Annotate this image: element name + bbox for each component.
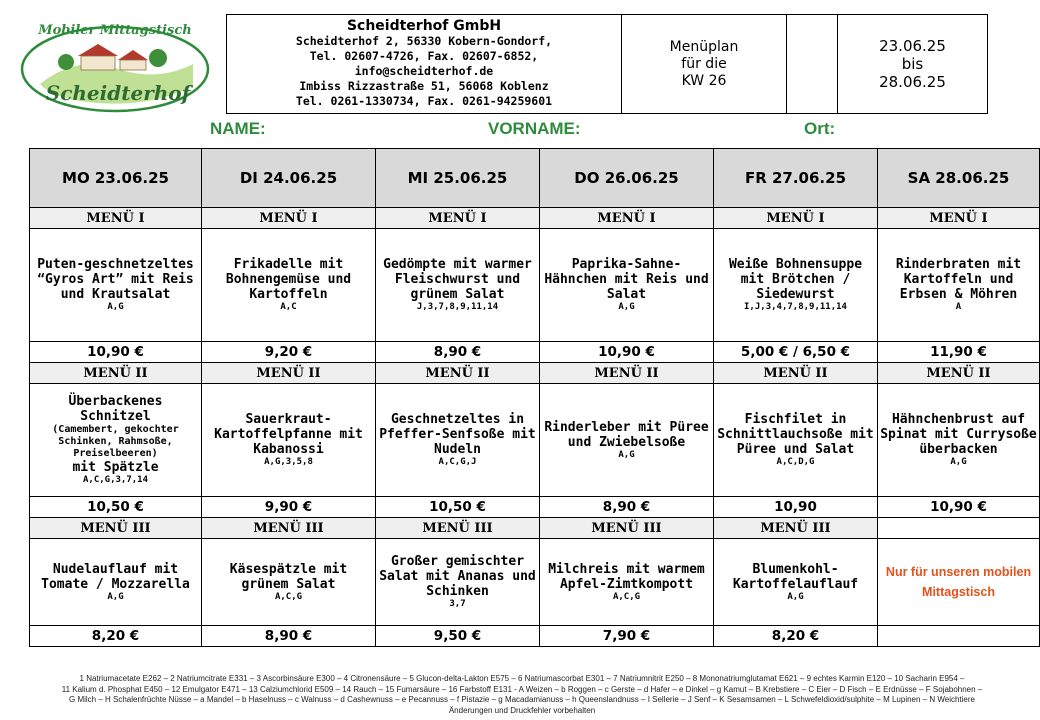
name-row: [0, 119, 1040, 145]
company-info: [227, 15, 622, 114]
menu-label: MENÜ I: [376, 208, 540, 229]
price: 10,50 €: [376, 497, 540, 518]
dish-name: Nudelauflauf mit Tomate / Mozzarella: [41, 561, 190, 592]
allergen-codes: A,G: [107, 302, 124, 312]
price: 10,90: [714, 497, 878, 518]
allergen-codes: A,G,3,5,8: [264, 457, 313, 467]
menu-label-empty: [878, 518, 1040, 539]
vorname-label: VORNAME:: [488, 119, 581, 138]
plan-line3: KW 26: [681, 72, 727, 89]
legend-line-3: G Milch – H Schalenfrüchte Nüsse – a Mandel – b Haselnuss – c Walnuss – d Cashewnuss – e Pecannuss – f Pistazie – g Macadamianuss – h Queenslandnuss – I Sellerie – J Senf – K Sesamsamen – L Schwefeldioxid/sulphite – M Lupinen – N Weichtiere: [69, 695, 975, 705]
date-to: 28.06.25: [879, 73, 946, 91]
menu2-label-row: [30, 363, 1040, 384]
mobile-note-cell: [878, 539, 1040, 626]
price: 7,90 €: [540, 626, 714, 647]
dish-name: Gedömpte mit warmer Fleischwurst und grünem Salat: [383, 257, 532, 302]
mobile-note: Nur für unseren mobilen Mittagstisch: [885, 565, 1032, 599]
dish-name: Puten-geschnetzeltes “Gyros Art” mit Reis und Krautsalat: [37, 257, 194, 302]
menu-label: MENÜ III: [540, 518, 714, 539]
price: 10,90 €: [878, 497, 1040, 518]
day-di: DI 24.06.25: [202, 149, 376, 208]
dish-name: Rinderbraten mit Kartoffeln und Erbsen & Möhren: [895, 257, 1022, 302]
day-do: DO 26.06.25: [540, 149, 714, 208]
plan-line1: Menüplan: [669, 38, 739, 55]
dish-name: Frikadelle mit Bohnengemüse und Kartoffeln: [225, 257, 352, 302]
dish-name: Fischfilet in Schnittlauchsoße mit Püree und Salat: [717, 412, 874, 457]
day-fr: FR 27.06.25: [714, 149, 878, 208]
menu1-price-row: [30, 342, 1040, 363]
menu-label: MENÜ III: [202, 518, 376, 539]
menu1-dish-row: [30, 229, 1040, 342]
day-mo: MO 23.06.25: [30, 149, 202, 208]
company-logo: [18, 14, 212, 114]
dish-name: Blumenkohl-Kartoffelauflauf: [732, 561, 859, 592]
imbiss-address: Imbiss Rizzastraße 51, 56068 Koblenz: [299, 79, 549, 93]
menu3-label-row: [30, 518, 1040, 539]
price: 10,90 €: [30, 342, 202, 363]
menu-grid: [29, 148, 1040, 647]
dish-detail: (Camembert, gekochter Schinken, Rahmsoße, Preiselbeeren): [52, 424, 179, 459]
allergen-codes: I,J,3,4,7,8,9,11,14: [744, 302, 847, 312]
allergen-codes: J,3,7,8,9,11,14: [416, 302, 499, 312]
menu3-dish-row: [30, 539, 1040, 626]
dish-name: Weiße Bohnensuppe mit Brötchen / Siedewurst: [728, 257, 863, 302]
legend-line-1: 1 Natriumacetate E262 – 2 Natriumcitrate E331 – 3 Ascorbinsäure E300 – 4 Citronensäure – 5 Glucon-delta-Lakton E575 – 6 Natriumascorbat E301 – 7 Natriumnitrit E250 – 8 Mononatriumglutamat E621 – 9 echtes Karmin E120 – 10 Sacharin E954 –: [79, 674, 965, 683]
dish-side: mit Spätzle: [72, 460, 159, 475]
allergen-codes: A,C,G: [274, 591, 303, 602]
plan-week: [622, 15, 787, 114]
dish-cell: [30, 229, 202, 342]
name-label: NAME:: [210, 119, 266, 138]
dish-name: Hähnchenbrust auf Spinat mit Currysoße überbacken: [880, 412, 1037, 457]
menu-label: MENÜ III: [30, 518, 202, 539]
disclaimer: Änderungen und Druckfehler vorbehalten: [448, 705, 596, 715]
allergen-codes: A,C,G,J: [438, 457, 477, 467]
price: 8,20 €: [30, 626, 202, 647]
dish-name: Überbackenes Schnitzel: [68, 394, 163, 424]
logo-script-text: Scheidterhof: [45, 81, 191, 105]
menu-label: MENÜ II: [30, 363, 202, 384]
dish-cell: [714, 539, 878, 626]
dish-cell: [202, 539, 376, 626]
menu-label: MENÜ I: [878, 208, 1040, 229]
price: 8,90 €: [202, 626, 376, 647]
dish-cell: [714, 384, 878, 497]
price: 10,50 €: [30, 497, 202, 518]
allergen-codes: A: [955, 302, 962, 312]
price: 5,00 € / 6,50 €: [714, 342, 878, 363]
dish-cell: [878, 229, 1040, 342]
empty-cell: [787, 15, 838, 114]
dish-cell: [376, 539, 540, 626]
allergen-codes: A,C: [280, 302, 297, 312]
price: 9,20 €: [202, 342, 376, 363]
price: 9,50 €: [376, 626, 540, 647]
legend-line-2: 11 Kalium d. Phosphat E450 – 12 Emulgator E471 – 13 Calziumchlorid E509 – 14 Rauch – 15 Fumarsäure – 16 Farbstoff E131 - A Weizen – b Roggen – c Gerste – d Hafer – e Dinkel – g Kamut – B Krebstiere – C Eier – D Fisch – E Erdnüsse – F Sojabohnen –: [61, 684, 983, 694]
menu-label: MENÜ II: [878, 363, 1040, 384]
dish-name: Geschnetzeltes in Pfeffer-Senfsoße mit Nudeln: [379, 412, 536, 457]
day-sa: SA 28.06.25: [878, 149, 1040, 208]
allergen-codes: A,C,G,3,7,14: [82, 475, 149, 485]
price: 8,90 €: [540, 497, 714, 518]
allergen-codes: 3,7: [449, 599, 466, 609]
dish-name: Paprika-Sahne-Hähnchen mit Reis und Salat: [544, 257, 709, 302]
menu3-price-row: [30, 626, 1040, 647]
menu-label: MENÜ I: [714, 208, 878, 229]
header-table: [226, 14, 988, 114]
dish-cell: [540, 384, 714, 497]
dish-name: Käsespätzle mit grünem Salat: [229, 561, 348, 592]
dish-cell: [540, 229, 714, 342]
dish-name: Sauerkraut-Kartoffelpfanne mit Kabanossi: [214, 412, 363, 457]
date-from: 23.06.25: [879, 37, 946, 55]
dish-name: Milchreis mit warmem Apfel-Zimtkompott: [548, 561, 705, 592]
allergen-codes: A,G: [787, 591, 804, 602]
price: 11,90 €: [878, 342, 1040, 363]
dish-cell: [540, 539, 714, 626]
menu-label: MENÜ I: [30, 208, 202, 229]
menu1-label-row: [30, 208, 1040, 229]
dish-cell: [202, 384, 376, 497]
price: 8,20 €: [714, 626, 878, 647]
price: 9,90 €: [202, 497, 376, 518]
dish-name: Rinderleber mit Püree und Zwiebelsoße: [544, 419, 709, 450]
allergen-codes: A,G: [107, 591, 124, 602]
date-to-word: bis: [901, 55, 924, 73]
menu2-dish-row: [30, 384, 1040, 497]
dish-cell: [202, 229, 376, 342]
menu-label: MENÜ II: [376, 363, 540, 384]
allergen-legend: [40, 674, 1004, 716]
menu-label: MENÜ III: [714, 518, 878, 539]
dish-cell: [30, 384, 202, 497]
logo-arc-text: Mobiler Mittagstisch: [38, 23, 192, 38]
dish-cell: [30, 539, 202, 626]
allergen-codes: A,C,D,G: [776, 457, 815, 467]
menu-label: MENÜ III: [376, 518, 540, 539]
menu-label: MENÜ I: [202, 208, 376, 229]
dish-name: Großer gemischter Salat mit Ananas und Schinken: [379, 554, 536, 599]
imbiss-phone: Tel. 0261-1330734, Fax. 0261-94259601: [295, 94, 553, 108]
menu-label: MENÜ II: [714, 363, 878, 384]
allergen-codes: A,G: [618, 302, 635, 312]
plan-line2: für die: [681, 55, 727, 72]
dish-cell: [878, 384, 1040, 497]
ort-label: Ort:: [804, 119, 836, 138]
allergen-codes: A,G: [618, 449, 635, 460]
allergen-codes: A,C,G: [612, 591, 641, 602]
menu-label: MENÜ II: [540, 363, 714, 384]
price: 8,90 €: [376, 342, 540, 363]
day-mi: MI 25.06.25: [376, 149, 540, 208]
price-empty: [878, 626, 1040, 647]
price: 10,90 €: [540, 342, 714, 363]
menu2-price-row: [30, 497, 1040, 518]
company-phone: Tel. 02607-4726, Fax. 02607-6852,: [309, 49, 539, 63]
company-email: info@scheidterhof.de: [354, 64, 494, 78]
dish-cell: [714, 229, 878, 342]
day-header-row: [30, 149, 1040, 208]
company-name: Scheidterhof GmbH: [346, 18, 502, 34]
dish-cell: [376, 384, 540, 497]
allergen-codes: A,G: [950, 457, 967, 467]
company-address: Scheidterhof 2, 56330 Kobern-Gondorf,: [295, 34, 553, 48]
menu-label: MENÜ I: [540, 208, 714, 229]
menu-label: MENÜ II: [202, 363, 376, 384]
date-range: [838, 15, 988, 114]
dish-cell: [376, 229, 540, 342]
